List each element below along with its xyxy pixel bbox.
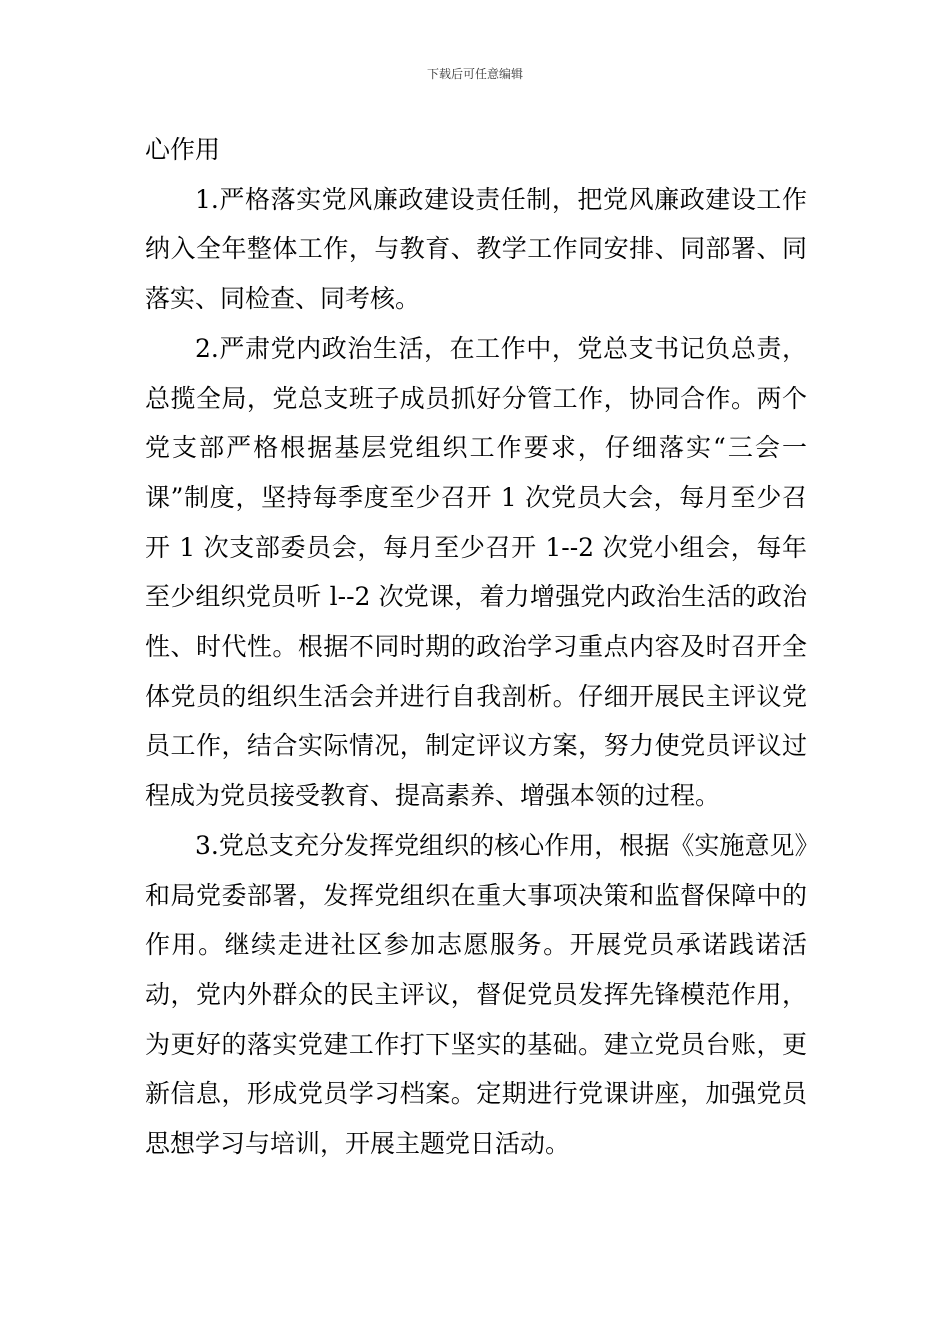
paragraph-continuation: 心作用 bbox=[145, 135, 221, 164]
page-header: 下载后可任意编辑 bbox=[426, 67, 523, 81]
paragraph-item-2: 2.严肃党内政治生活，在工作中，党总支书记负总责，总揽全局，党总支班子成员抓好分管工作，协同合作。两个党支部严格根据基层党组织工作要求，仔细落实“三会一课”制度，坚持每季度至少召开 1 次党员大会，每月至少召开 1 次支部委员会，每月至少召开 1--2 次党小组会，每年至少组织党员听 l--2 次党课，着力增强党内政治生活的政治性、时代性。根据不同时期的政治学习重点内容及时召开全体党员的组织生活会并进行自我剖析。仔细开展民主评议党员工作，结合实际情况，制定评议方案，努力使党员评议过程成为党员接受教育、提高素养、增强本领的过程。 bbox=[145, 333, 807, 811]
paragraph-item-1: 1.严格落实党风廉政建设责任制，把党风廉政建设工作纳入全年整体工作，与教育、教学工作同安排、同部署、同落实、同检查、同考核。 bbox=[145, 184, 807, 314]
document-body bbox=[145, 125, 807, 1169]
paragraph-item-3: 3.党总支充分发挥党组织的核心作用，根据《实施意见》和局党委部署，发挥党组织在重大事项决策和监督保障中的作用。继续走进社区参加志愿服务。开展党员承诺践诺活动，党内外群众的民主评议，督促党员发挥先锋模范作用，为更好的落实党建工作打下坚实的基础。建立党员台账，更新信息，形成党员学习档案。定期进行党课讲座，加强党员思想学习与培训，开展主题党日活动。 bbox=[145, 830, 807, 1159]
